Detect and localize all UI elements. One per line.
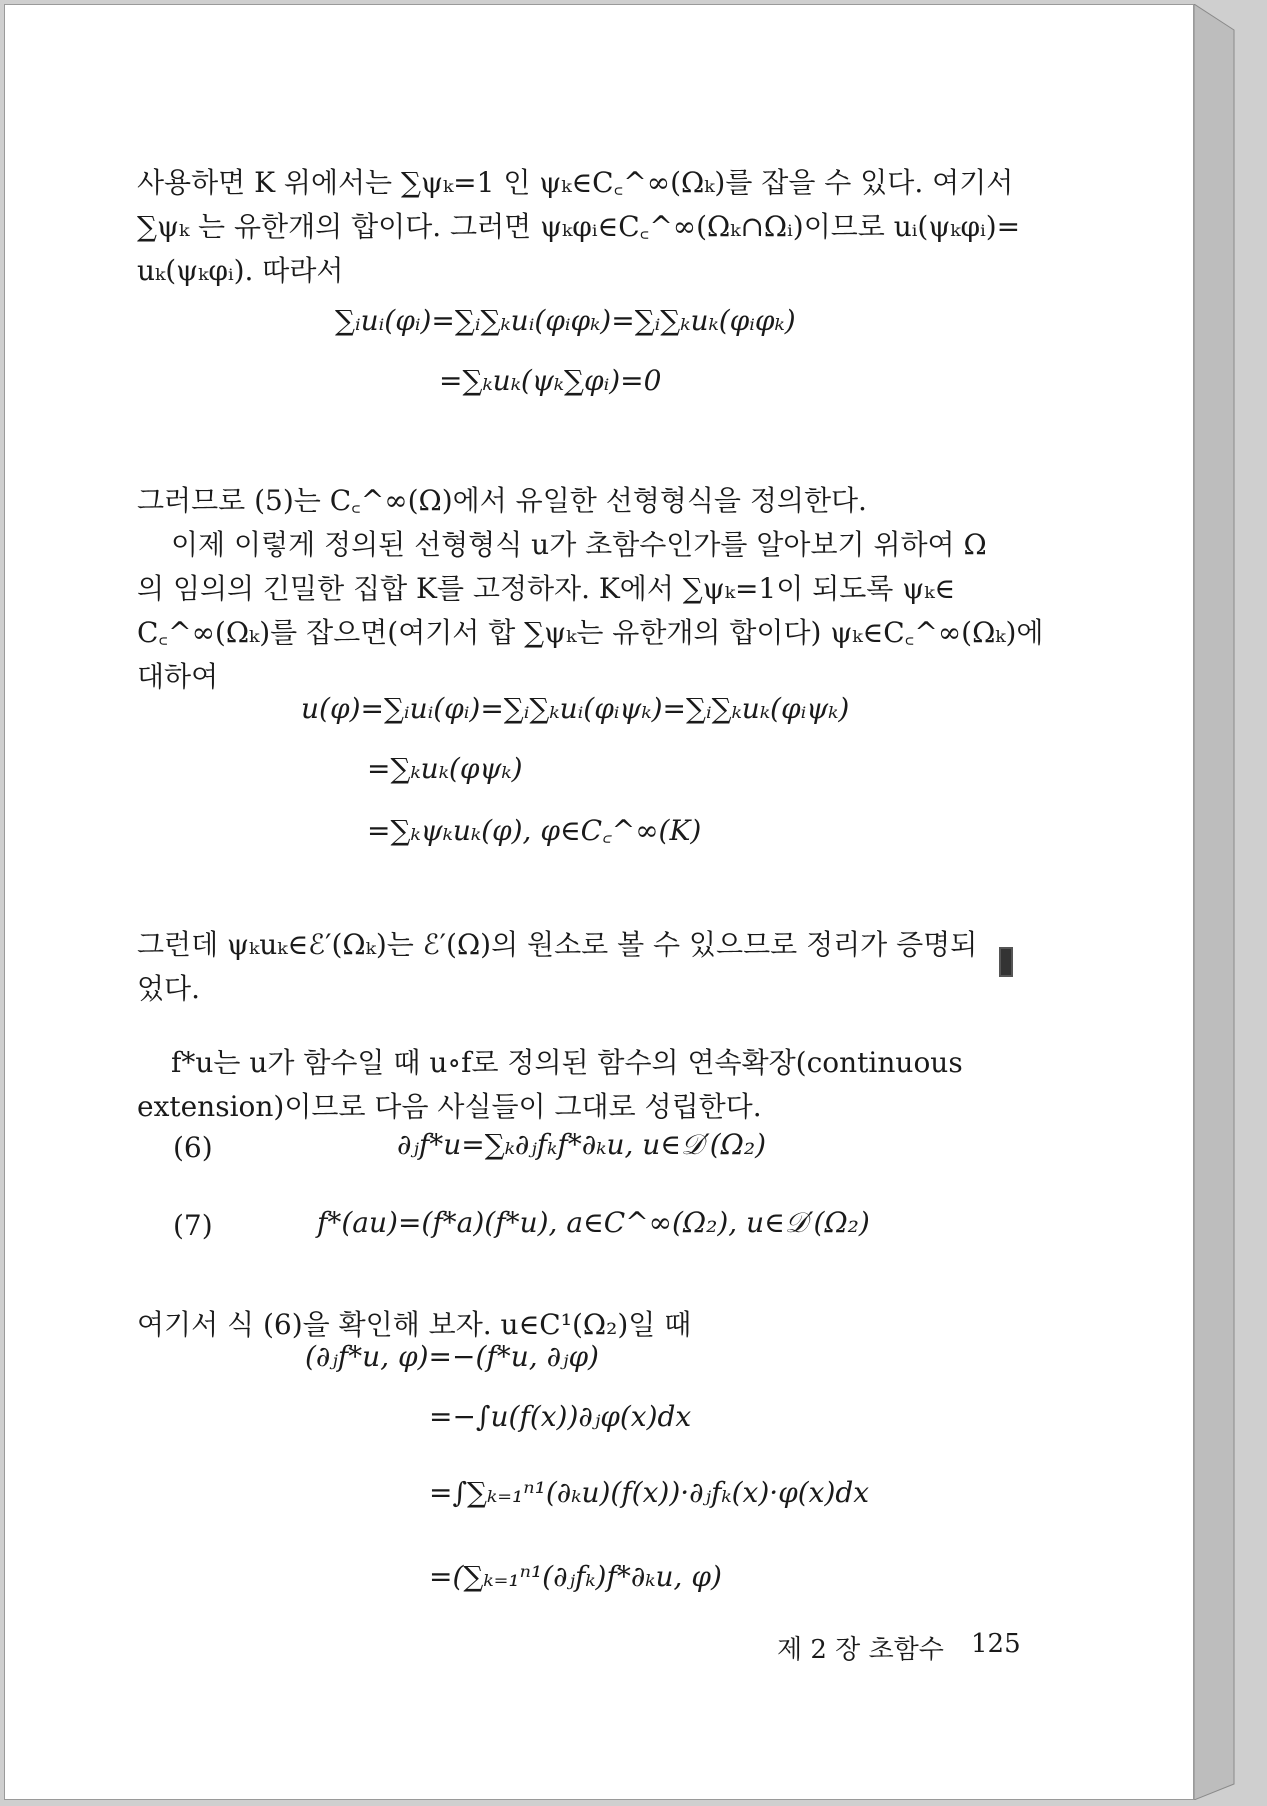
paragraph-line: 사용하면 K 위에서는 ∑ψₖ=1 인 ψₖ∈C꜀^∞(Ωₖ)를 잡을 수 있다. 여기서 [137,166,1014,199]
page-number: 125 [971,1629,1021,1659]
book-page [4,4,1194,1800]
paragraph-line: 대하여 [137,660,219,693]
paragraph-line: uₖ(ψₖφᵢ). 따라서 [137,254,344,287]
equation-line: (∂ⱼf*u, φ)=−(f*u, ∂ⱼφ) [305,1340,599,1373]
paragraph-line: f*u는 u가 함수일 때 u∘f로 정의된 함수의 연속확장(continuous [171,1046,963,1079]
paragraph-line: extension)이므로 다음 사실들이 그대로 성립한다. [137,1090,762,1123]
equation-number: (6) [173,1131,213,1164]
equation-line: =∫∑ₖ₌₁ⁿ¹(∂ₖu)(f(x))·∂ⱼfₖ(x)·φ(x)dx [429,1476,870,1509]
equation-line: ∂ⱼf*u=∑ₖ∂ⱼfₖf*∂ₖu, u∈𝒟′(Ω₂) [397,1128,767,1161]
equation-line: =∑ₖuₖ(φψₖ) [367,752,523,785]
paragraph-line: C꜀^∞(Ωₖ)를 잡으면(여기서 합 ∑ψₖ는 유한개의 합이다) ψₖ∈C꜀^∞(Ωₖ)에 [137,616,1044,649]
paragraph-line: 의 임의의 긴밀한 집합 K를 고정하자. K에서 ∑ψₖ=1이 되도록 ψₖ∈ [137,572,956,605]
paragraph-line: 여기서 식 (6)을 확인해 보자. u∈C¹(Ω₂)일 때 [137,1308,692,1341]
paragraph-line: ∑ψₖ 는 유한개의 합이다. 그러면 ψₖφᵢ∈C꜀^∞(Ωₖ∩Ωᵢ)이므로 uᵢ(ψₖφᵢ)= [137,210,1021,243]
equation-line: u(φ)=∑ᵢuᵢ(φᵢ)=∑ᵢ∑ₖuᵢ(φᵢψₖ)=∑ᵢ∑ₖuₖ(φᵢψₖ) [301,692,850,725]
equation-line: f*(au)=(f*a)(f*u), a∈C^∞(Ω₂), u∈𝒟′(Ω₂) [317,1206,870,1239]
paragraph-line: 그러므로 (5)는 C꜀^∞(Ω)에서 유일한 선형형식을 정의한다. [137,484,867,517]
equation-line: =∑ₖuₖ(ψₖ∑φᵢ)=0 [439,364,662,397]
chapter-label: 제 2 장 초함수 [777,1635,944,1665]
paragraph-line: 그런데 ψₖuₖ∈ℰ′(Ωₖ)는 ℰ′(Ω)의 원소로 볼 수 있으므로 정리가 증명되 [137,928,978,961]
equation-number: (7) [173,1209,213,1242]
paragraph-line: 이제 이렇게 정의된 선형형식 u가 초함수인가를 알아보기 위하여 Ω [171,528,987,561]
equation-line: ∑ᵢuᵢ(φᵢ)=∑ᵢ∑ₖuᵢ(φᵢφₖ)=∑ᵢ∑ₖuₖ(φᵢφₖ) [335,304,796,337]
page-edge [1194,4,1250,1800]
equation-line: =∑ₖψₖuₖ(φ), φ∈C꜀^∞(K) [367,814,702,847]
paragraph-line: 었다. [137,972,200,1005]
qed-mark [999,947,1013,977]
equation-line: =−∫u(f(x))∂ⱼφ(x)dx [429,1400,692,1433]
equation-line: =(∑ₖ₌₁ⁿ¹(∂ⱼfₖ)f*∂ₖu, φ) [429,1560,722,1593]
